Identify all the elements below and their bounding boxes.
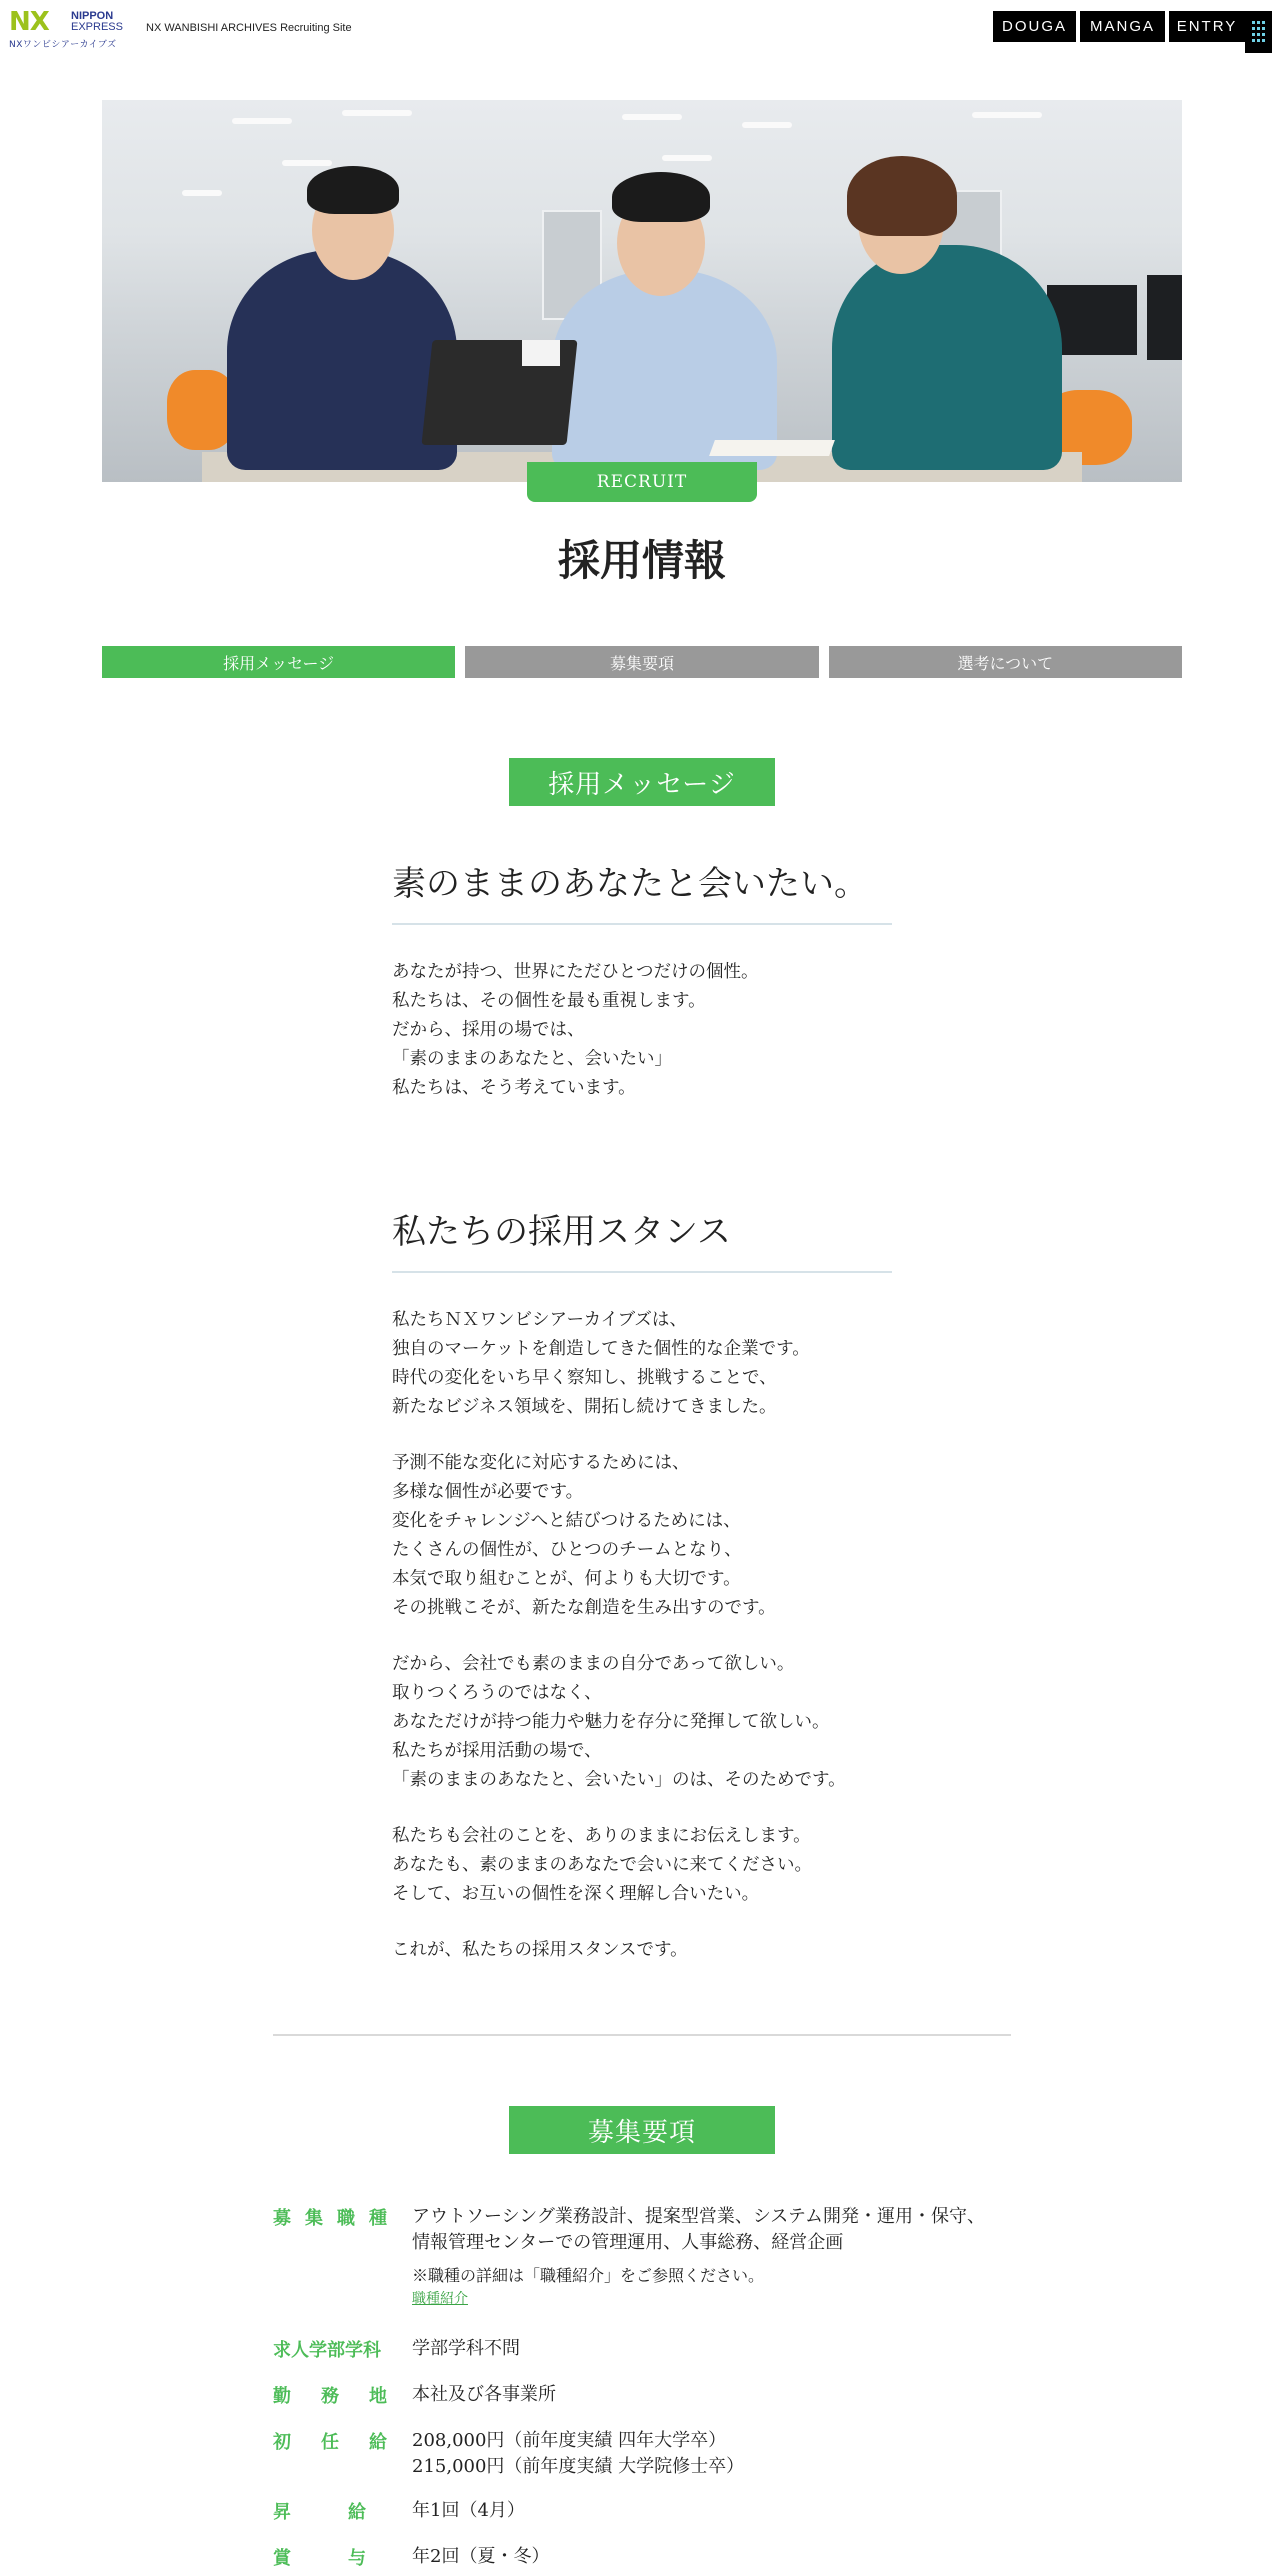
stance-heading: 私たちの採用スタンス	[392, 1204, 892, 1273]
stance-line: 独自のマーケットを創造してきた個性的な企業です。	[392, 1339, 810, 1359]
req-value: 学部学科不問	[412, 2338, 520, 2359]
top-nav	[993, 11, 1245, 42]
req-value: 年2回（夏・冬）	[412, 2546, 550, 2567]
requirements-section-badge: 募集要項	[509, 2106, 775, 2154]
stance-line: 本気で取り組むことが、何よりも大切です。	[392, 1569, 741, 1589]
nav-douga-button[interactable]: DOUGA	[993, 11, 1076, 42]
stance-line: たくさんの個性が、ひとつのチームとなり、	[392, 1540, 742, 1560]
nx-logo[interactable]	[9, 9, 129, 53]
stance-line: 多様な個性が必要です。	[392, 1482, 584, 1502]
req-value-line: 208,000円（前年度実績 四年大学卒）	[412, 2430, 727, 2451]
stance-line: 時代の変化をいち早く察知し、挑戦することで、	[392, 1368, 777, 1388]
req-note: ※職種の詳細は「職種紹介」をご参照ください。	[412, 2266, 765, 2285]
stance-line: 私たちが採用活動の場で、	[392, 1741, 602, 1761]
intro-line: 「素のままのあなたと、会いたい」	[392, 1049, 672, 1069]
req-value	[412, 2428, 744, 2480]
logo-nippon: NIPPON	[71, 10, 114, 22]
stance-paragraph	[392, 1936, 952, 1965]
tab-requirements[interactable]: 募集要項	[465, 646, 818, 678]
site-header	[0, 0, 1284, 62]
req-value-line: 情報管理センターでの管理運用、人事総務、経営企画	[412, 2232, 844, 2253]
logo-express: EXPRESS	[71, 21, 123, 33]
message-heading: 素のままのあなたと会いたい。	[392, 856, 892, 925]
stance-line: 私たちも会社のことを、ありのままにお伝えします。	[392, 1826, 811, 1846]
stance-line: これが、私たちの採用スタンスです。	[392, 1940, 688, 1960]
stance-paragraph	[392, 1650, 952, 1795]
stance-line: あなたも、素のままのあなたで会いに来てください。	[392, 1855, 812, 1875]
grid-menu-icon	[1252, 21, 1266, 43]
req-value	[412, 2204, 985, 2310]
menu-button[interactable]	[1245, 11, 1272, 53]
stance-line: 新たなビジネス領域を、開拓し続けてきました。	[392, 1397, 777, 1417]
intro-line: 私たちは、そう考えています。	[392, 1078, 636, 1098]
stance-line: 取りつくろうのではなく、	[392, 1683, 602, 1703]
logo-mark: NX	[9, 7, 49, 37]
stance-line: 予測不能な変化に対応するためには、	[392, 1453, 690, 1473]
req-label: 昇給	[273, 2502, 423, 2523]
job-intro-link[interactable]: 職種紹介	[412, 2291, 468, 2307]
stance-line: だから、会社でも素のままの自分であって欲しい。	[392, 1654, 795, 1674]
intro-line: あなたが持つ、世界にただひとつだけの個性。	[392, 962, 759, 982]
site-name: NX WANBISHI ARCHIVES Recruiting Site	[146, 22, 352, 34]
tab-selection[interactable]: 選考について	[829, 646, 1182, 678]
stance-line: 「素のままのあなたと、会いたい」のは、そのためです。	[392, 1770, 846, 1790]
logo-company-kana: NXワンビシアーカイブズ	[9, 40, 117, 50]
nav-entry-button[interactable]: ENTRY	[1169, 11, 1245, 42]
intro-line: だから、採用の場では、	[392, 1020, 585, 1040]
page-title: 採用情報	[557, 536, 726, 585]
req-value-line: アウトソーシング業務設計、提案型営業、システム開発・運用・保守、	[412, 2206, 986, 2227]
stance-paragraph	[392, 1449, 952, 1623]
stance-paragraph	[392, 1306, 952, 1422]
intro-line: 私たちは、その個性を最も重視します。	[392, 991, 706, 1011]
stance-line: 変化をチャレンジへと結びつけるためには、	[392, 1511, 741, 1531]
nav-manga-button[interactable]: MANGA	[1080, 11, 1165, 42]
section-divider	[273, 2034, 1011, 2036]
hero-image	[102, 100, 1182, 482]
req-label: 募集職種	[273, 2208, 401, 2229]
message-section-badge: 採用メッセージ	[509, 758, 775, 806]
message-intro	[392, 958, 952, 1103]
recruit-badge: RECRUIT	[527, 462, 757, 502]
req-label: 勤務地	[273, 2386, 417, 2407]
tab-recruit-message[interactable]: 採用メッセージ	[102, 646, 455, 678]
req-label: 賞与	[273, 2548, 423, 2568]
stance-line: あなただけが持つ能力や魅力を存分に発揮して欲しい。	[392, 1712, 830, 1732]
req-label: 初任給	[273, 2432, 417, 2453]
req-value: 年1回（4月）	[412, 2500, 525, 2521]
stance-text	[392, 1306, 952, 1992]
stance-line: そして、お互いの個性を深く理解し合いたい。	[392, 1884, 760, 1904]
section-tabs	[102, 646, 1182, 678]
req-label: 求人学部学科	[273, 2340, 381, 2361]
stance-line: 私たちＮＸワンビシアーカイブズは、	[392, 1310, 687, 1330]
req-value: 本社及び各事業所	[412, 2384, 556, 2405]
req-value-line: 215,000円（前年度実績 大学院修士卒）	[412, 2456, 745, 2477]
stance-paragraph	[392, 1822, 952, 1909]
stance-line: その挑戦こそが、新たな創造を生み出すのです。	[392, 1598, 776, 1618]
